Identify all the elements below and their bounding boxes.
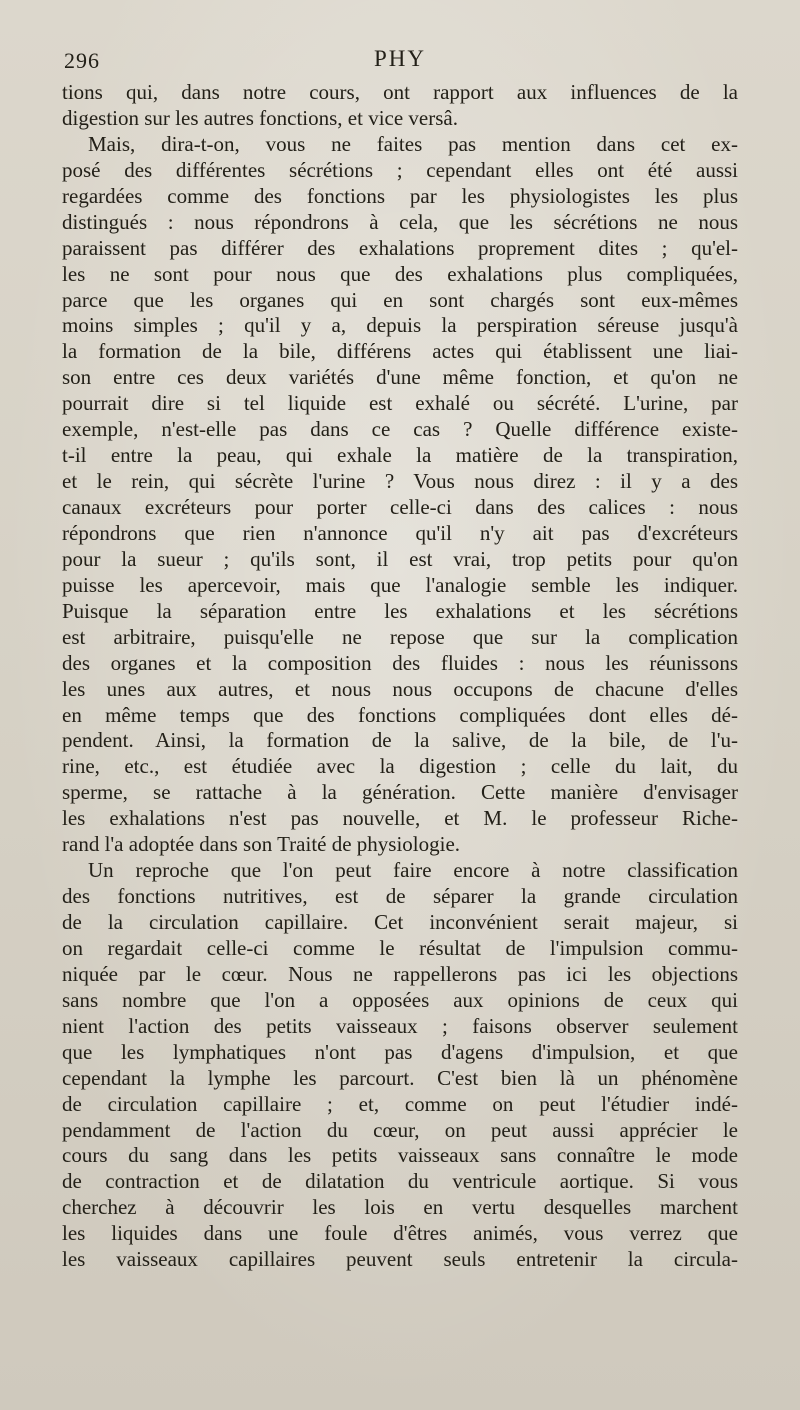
text-line: pendent. Ainsi, la formation de la salive, de la bile, de l'u- [62, 728, 738, 753]
text-line: paraissent pas différer des exhalations proprement dites ; qu'el- [62, 235, 738, 260]
text-line: de contraction et de dilatation du ventricule aortique. Si vous [62, 1169, 738, 1194]
text-line: en même temps que des fonctions compliquées dont elles dé- [62, 702, 738, 727]
text-line: que les lymphatiques n'ont pas d'agens d'impulsion, et que [62, 1039, 738, 1064]
text-line: rand l'a adoptée dans son Traité de physiologie. [62, 832, 461, 857]
text-line: rine, etc., est étudiée avec la digestion ; celle du lait, du [62, 754, 738, 779]
text-line: les unes aux autres, et nous nous occupons de chacune d'elles [62, 676, 738, 701]
text-line: et le rein, qui sécrète l'urine ? Vous nous direz : il y a des [62, 469, 738, 494]
text-line: cependant la lymphe les parcourt. C'est bien là un phénomène [62, 1065, 738, 1090]
text-line: moins simples ; qu'il y a, depuis la perspiration séreuse jusqu'à [62, 313, 738, 338]
text-line: cours du sang dans les petits vaisseaux sans connaître le mode [62, 1143, 738, 1168]
text-line: les ne sont pour nous que des exhalations plus compliquées, [62, 261, 738, 286]
text-line: Mais, dira-t-on, vous ne faites pas mention dans cet ex- [88, 131, 738, 156]
text-line: Puisque la séparation entre les exhalations et les sécrétions [62, 598, 738, 623]
body-text [62, 80, 738, 1273]
text-line: distingués : nous répondrons à cela, que les sécrétions ne nous [62, 209, 738, 234]
text-line: t-il entre la peau, qui exhale la matière de la transpiration, [62, 443, 738, 468]
text-line: de la circulation capillaire. Cet inconvénient serait majeur, si [62, 910, 738, 934]
text-line: canaux excréteurs pour porter celle-ci dans des calices : nous [62, 495, 738, 519]
text-line: de circulation capillaire ; et, comme on peut l'étudier indé- [62, 1091, 738, 1116]
text-line: répondrons que rien n'annonce qu'il n'y ait pas d'excréteurs [62, 520, 738, 545]
text-line: posé des différentes sécrétions ; cependant elles ont été aussi [62, 157, 738, 182]
text-line: parce que les organes qui en sont chargés sont eux-mêmes [62, 287, 738, 312]
text-line: est arbitraire, puisqu'elle ne repose que sur la complication [62, 624, 738, 649]
text-line: des fonctions nutritives, est de séparer la grande circulation [62, 884, 738, 909]
running-head: PHY [373, 46, 426, 71]
text-line: tions qui, dans notre cours, ont rapport aux influences de la [62, 80, 738, 104]
text-line: son entre ces deux variétés d'une même fonction, et qu'on ne [62, 365, 738, 390]
text-line: les vaisseaux capillaires peuvent seuls entretenir la circula- [62, 1247, 738, 1272]
text-line: sans nombre que l'on a opposées aux opinions de ceux qui [62, 987, 738, 1012]
text-line: cherchez à découvrir les lois en vertu desquelles marchent [62, 1195, 738, 1220]
text-line: niquée par le cœur. Nous ne rappellerons pas ici les objections [62, 961, 738, 986]
text-line: les exhalations n'est pas nouvelle, et M. le professeur Riche- [62, 806, 738, 831]
text-line: sperme, se rattache à la génération. Cette manière d'envisager [62, 780, 738, 805]
text-line: la formation de la bile, différens actes qui établissent une liai- [62, 339, 738, 364]
text-line: Un reproche que l'on peut faire encore à notre classification [88, 858, 738, 883]
text-line: pour la sueur ; qu'ils sont, il est vrai, trop petits pour qu'on [62, 546, 738, 571]
text-line: digestion sur les autres fonctions, et vice versâ. [62, 105, 458, 130]
page-header [60, 46, 740, 76]
text-line: on regardait celle-ci comme le résultat de l'impulsion commu- [62, 935, 738, 960]
text-line: puisse les apercevoir, mais que l'analogie semble les indiquer. [62, 572, 738, 597]
page-number: 296 [64, 48, 100, 73]
text-line: des organes et la composition des fluides : nous les réunissons [62, 650, 738, 675]
text-line: exemple, n'est-elle pas dans ce cas ? Quelle différence existe- [62, 417, 738, 442]
text-line: pourrait dire si tel liquide est exhalé ou sécrété. L'urine, par [62, 391, 738, 416]
text-line: regardées comme des fonctions par les physiologistes les plus [62, 183, 738, 208]
text-line: nient l'action des petits vaisseaux ; faisons observer seulement [62, 1013, 738, 1038]
text-line: les liquides dans une foule d'êtres animés, vous verrez que [62, 1221, 738, 1246]
text-line: pendamment de l'action du cœur, on peut aussi apprécier le [62, 1117, 738, 1142]
